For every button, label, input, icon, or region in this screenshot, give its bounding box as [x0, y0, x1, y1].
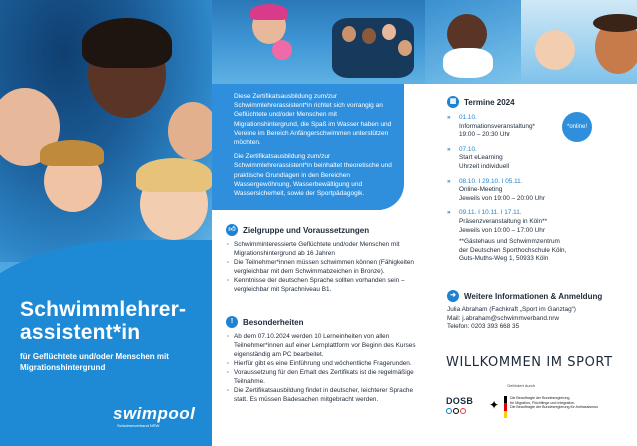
list-item: · Kenntnisse der deutschen Sprache sollten vorhanden sein – vergleichbar mit Sprachniveau B1. [226, 276, 416, 294]
date-entry: » 01.10. Informationsveranstaltung* 19:00 – 20:30 Uhr [447, 114, 597, 140]
list-item: · Die Teilnehmer*innen müssen schwimmen können (Fähigkeiten vergleichbar mit dem Schwimmabzeichen in Bronze). [226, 258, 416, 276]
flyer-subtitle: für Geflüchtete und/oder Menschen mit Migrationshintergrund [20, 352, 169, 372]
children-swimming-photo [0, 0, 212, 262]
federal-government-logo: ✦ Die Beauftragte der Bundesregierung für Migration, Flüchtlinge und Integration Die Beauftragte der Bundesregierung für Antirassismus [487, 396, 637, 418]
swimpool-logo: swimpool Schwimmverband NRW [113, 404, 196, 428]
calendar-icon: ▦ [447, 96, 459, 108]
willkommen-im-sport-logo: WILLKOMMEN IM SPORT [446, 355, 613, 370]
contact-name: Julia Abraham (Fachkraft „Sport im Ganztag“) [447, 306, 576, 313]
list-item: · Die Zertifikatsausbildung findet in deutscher, leichterer Sprache statt. Es müssen Badesachen mitgebracht werden. [226, 386, 416, 404]
venue-note: **Gästehaus und Schwimmzentrum der Deutschen Sporthochschule Köln, Guts-Muths-Weg 1, 50933 Köln [459, 238, 567, 263]
dosb-logo: DOSB [446, 396, 476, 414]
flyer-title: Schwimmlehrer- assistent*in [20, 298, 187, 344]
thumbs-up-icon: 👍︎ [226, 224, 238, 236]
online-badge: *online! [562, 112, 592, 142]
funding-label: Gefördert durch [507, 383, 536, 388]
list-item: · Hierfür gibt es eine Einführung und wöchentliche Fragerunden. [226, 359, 416, 368]
olympic-rings-icon [446, 408, 476, 414]
contact-email[interactable]: Mail: j.abraham@schwimmverband.nrw [447, 314, 559, 322]
info-panel [212, 0, 425, 446]
besonderheiten-section [226, 316, 416, 404]
zielgruppe-heading: Zielgruppe und Voraussetzungen [243, 225, 370, 235]
zielgruppe-section [226, 224, 416, 294]
contact-heading: Weitere Informationen & Anmeldung [464, 291, 603, 301]
date-entry: » 09.11. I 10.11. I 17.11. Präsenzveranstaltung in Köln** Jeweils von 10:00 – 17:00 Uhr [447, 209, 597, 235]
swimming-lesson-photo [212, 0, 425, 84]
pool-photos-strip [425, 0, 637, 84]
date-entry: » 08.10. I 29.10. I 05.11. Online-Meeting Jeweils von 19:00 – 20:00 Uhr [447, 178, 597, 204]
contact-section [447, 290, 632, 332]
cover-panel [0, 0, 212, 446]
intro-paragraph: Die Zertifikatsausbildung zum/zur Schwimmlehrerassistent*in beinhaltet theoretische und praktische Grundlagen in den Bereichen Wassergewöhnung, Wasserbewältigung und Wassersicherheit, sowie der Sportpädagogik. [234, 153, 392, 198]
intro-paragraph: Diese Zertifikatsausbildung zum/zur Schwimmlehrerassistent*in richtet sich vorrangig an Geflüchtete und/oder Menschen mit Migrationshintergrund, die Spaß im Wasser haben und Vereine im Bereich Anfängerschwimmen unterstützen möchten. [234, 93, 392, 147]
intro-box [212, 84, 404, 210]
german-flag-bar [504, 396, 507, 418]
federal-eagle-icon: ✦ [488, 398, 500, 412]
list-item: · Ab dem 07.10.2024 werden 10 Lerneinheiten von allen Teilnehmer*innen auf einer Lernplattform vor Beginn des Kurses eigenständig am PC bearbeitet. [226, 332, 416, 359]
exclamation-icon: ! [226, 316, 238, 328]
termine-heading: Termine 2024 [464, 97, 515, 107]
contact-phone[interactable]: Telefon: 0203 393 668 35 [447, 323, 520, 331]
list-item: · Schwimminteressierte Geflüchtete und/oder Menschen mit Migrationshintergrund ab 16 Jahren [226, 240, 416, 258]
besonderheiten-heading: Besonderheiten [243, 317, 304, 327]
list-item: · Voraussetzung für den Erhalt des Zertifikats ist die regelmäßige Teilnahme. [226, 368, 416, 386]
dates-panel [425, 0, 637, 446]
date-entry: » 07.10. Start eLearning Uhrzeit individuell [447, 146, 597, 172]
arrow-right-icon: ➜ [447, 290, 459, 302]
